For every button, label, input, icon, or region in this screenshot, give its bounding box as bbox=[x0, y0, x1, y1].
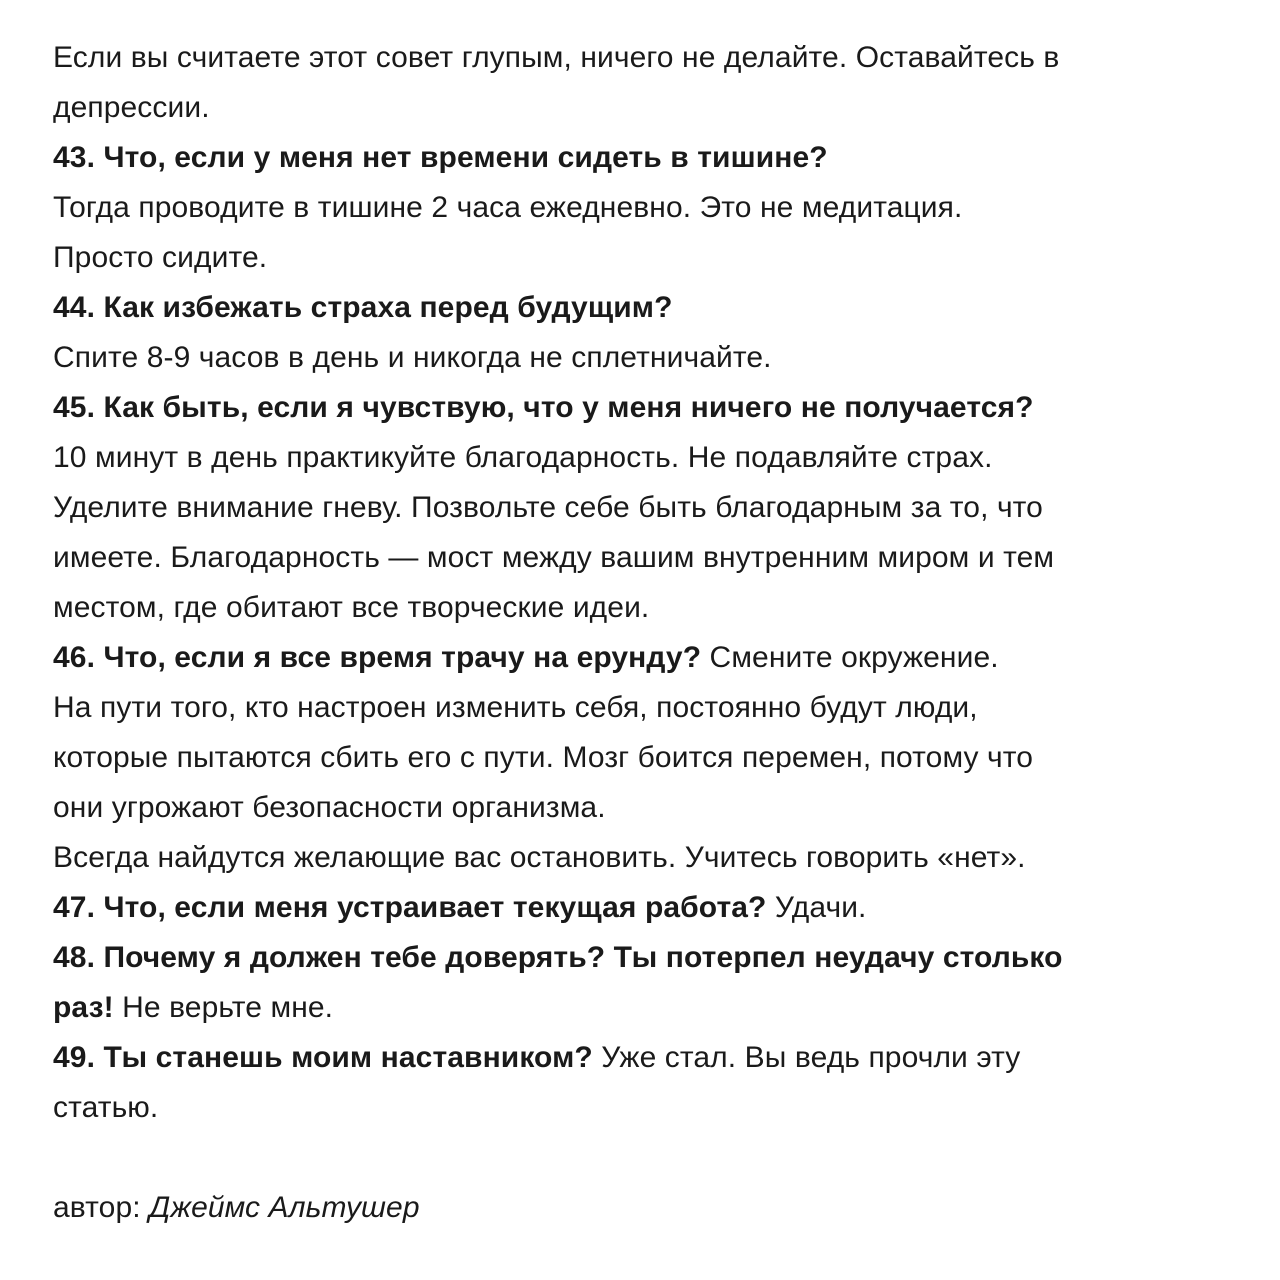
qa-46-line-1 bbox=[53, 633, 1270, 683]
answer-46-line-3: они угрожают безопасности организма. bbox=[53, 791, 606, 824]
qa-48-line-2 bbox=[53, 983, 1270, 1033]
intro-line-2: депрессии. bbox=[53, 91, 210, 124]
author-name: Джеймс Альтушер bbox=[149, 1191, 420, 1224]
intro-line-1: Если вы считаете этот совет глупым, ничего не делайте. Оставайтесь в bbox=[53, 41, 1060, 74]
answer-45-line-3: имеете. Благодарность — мост между вашим внутренним миром и тем bbox=[53, 541, 1055, 574]
author-line bbox=[53, 1183, 1270, 1233]
answer-46-line-1: На пути того, кто настроен изменить себя, постоянно будут люди, bbox=[53, 691, 978, 724]
answer-45-line-4: местом, где обитают все творческие идеи. bbox=[53, 591, 650, 624]
spacer bbox=[53, 1133, 1270, 1183]
question-45: 45. Как быть, если я чувствую, что у меня ничего не получается? bbox=[53, 391, 1034, 424]
answer-46-line-4: Всегда найдутся желающие вас остановить. Учитесь говорить «нет». bbox=[53, 841, 1026, 874]
answer-45-line-2: Уделите внимание гневу. Позвольте себе быть благодарным за то, что bbox=[53, 491, 1043, 524]
answer-44-line-1: Спите 8-9 часов в день и никогда не сплетничайте. bbox=[53, 341, 772, 374]
answer-43-line-2: Просто сидите. bbox=[53, 241, 268, 274]
question-48-line-2: раз! bbox=[53, 991, 114, 1024]
question-47: 47. Что, если меня устраивает текущая работа? bbox=[53, 891, 767, 924]
answer-46-start: Смените окружение. bbox=[701, 641, 999, 674]
question-44: 44. Как избежать страха перед будущим? bbox=[53, 291, 673, 324]
answer-46-line-2: которые пытаются сбить его с пути. Мозг боится перемен, потому что bbox=[53, 741, 1034, 774]
author-label: автор: bbox=[53, 1191, 150, 1224]
question-46: 46. Что, если я все время трачу на ерунду? bbox=[53, 641, 702, 674]
answer-43-line-1: Тогда проводите в тишине 2 часа ежедневно. Это не медитация. bbox=[53, 191, 963, 224]
answer-49-start: Уже стал. Вы ведь прочли эту bbox=[592, 1041, 1021, 1074]
question-49: 49. Ты станешь моим наставником? bbox=[53, 1041, 593, 1074]
qa-49-line-1 bbox=[53, 1033, 1270, 1083]
question-48-line-1: 48. Почему я должен тебе доверять? Ты потерпел неудачу столько bbox=[53, 941, 1063, 974]
answer-48: Не верьте мне. bbox=[113, 991, 334, 1024]
question-43: 43. Что, если у меня нет времени сидеть в тишине? bbox=[53, 141, 828, 174]
answer-45-line-1: 10 минут в день практикуйте благодарность. Не подавляйте страх. bbox=[53, 441, 993, 474]
answer-47: Удачи. bbox=[766, 891, 867, 924]
qa-47-line bbox=[53, 883, 1270, 933]
answer-49-line-1: статью. bbox=[53, 1091, 159, 1124]
